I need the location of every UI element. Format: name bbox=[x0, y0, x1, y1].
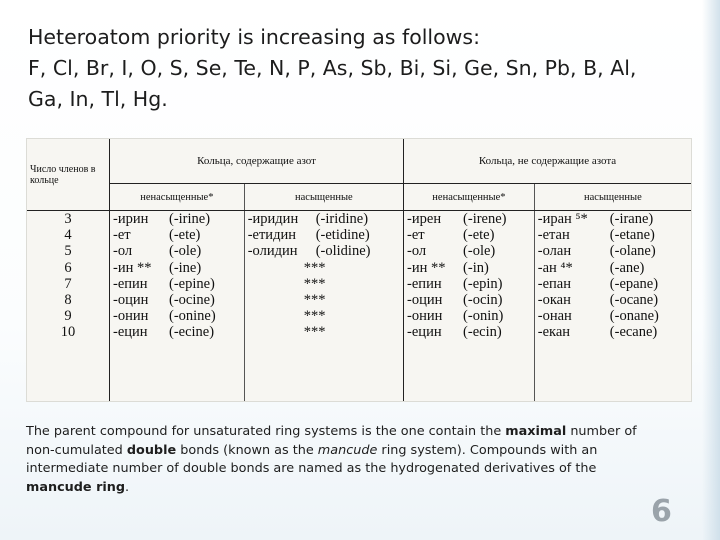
para-text: ring system). Compounds with an intermediate number of double bonds are named as the hydrogenated derivatives of the bbox=[26, 442, 598, 477]
suffix-row bbox=[538, 227, 688, 243]
suffix-lat: (-irane) bbox=[609, 211, 654, 227]
suffix-ru: -ол bbox=[113, 243, 133, 260]
suffix-ru: -окан bbox=[537, 292, 571, 309]
suffix-ru: -онин bbox=[407, 308, 443, 325]
ring-size: 7 bbox=[64, 275, 72, 292]
sat-non-n-column bbox=[534, 211, 691, 402]
footnote-stars: *** bbox=[303, 292, 326, 309]
suffix-row bbox=[538, 260, 688, 276]
para-text: bonds (known as the bbox=[176, 442, 318, 458]
suffix-lat: (-onin) bbox=[463, 308, 504, 325]
heading-line-3: Ga, In, Tl, Hg. bbox=[28, 87, 168, 111]
heading-line-2: F, Cl, Br, I, O, S, Se, Te, N, P, As, Sb, Bi, Si, Ge, Sn, Pb, B, Al, bbox=[28, 56, 637, 80]
para-text: The parent compound for unsaturated ring systems is the one contain the bbox=[26, 424, 506, 439]
suffix-lat: (-ane) bbox=[609, 259, 645, 276]
suffix-ru: -олан bbox=[537, 243, 572, 260]
suffix-row bbox=[113, 276, 241, 292]
para-bold: double bbox=[126, 442, 177, 458]
sat-n-column bbox=[244, 211, 403, 402]
suffix-lat: (-ete) bbox=[169, 227, 201, 244]
suffix-ru: -олидин bbox=[247, 243, 298, 260]
suffix-ru: -онин bbox=[113, 308, 149, 325]
suffix-ru: -етан bbox=[537, 227, 570, 244]
suffix-lat: (-iridine) bbox=[315, 211, 369, 227]
suffix-lat: (-etidine) bbox=[315, 227, 370, 244]
page-number: 6 bbox=[651, 494, 672, 529]
group-header-non-nitrogen: Кольца, не содержащие азота bbox=[404, 139, 691, 184]
suffix-row bbox=[538, 276, 688, 292]
ring-size-header: Число членов в кольце bbox=[27, 139, 110, 211]
suffix-ru: -ецин bbox=[407, 324, 442, 341]
suffix-table-image bbox=[26, 138, 692, 402]
footnote-stars: *** bbox=[303, 324, 326, 341]
heading-line-1: Heteroatom priority is increasing as follows: bbox=[28, 25, 481, 49]
suffix-row bbox=[538, 243, 688, 259]
suffix-row bbox=[113, 308, 241, 324]
para-bold: mancude ring bbox=[26, 479, 126, 495]
suffix-lat: (-epin) bbox=[463, 275, 503, 292]
suffix-lat: (-ocane) bbox=[609, 292, 659, 309]
suffix-row bbox=[407, 243, 531, 259]
suffix-lat: (-irene) bbox=[463, 211, 507, 227]
suffix-lat: (-ocine) bbox=[169, 292, 215, 309]
suffix-lat: (-olane) bbox=[609, 243, 656, 260]
suffix-lat: (-epane) bbox=[609, 275, 659, 292]
subheader-unsat-non-n: ненасыщенные* bbox=[404, 184, 535, 211]
suffix-row bbox=[113, 243, 241, 259]
ring-size: 4 bbox=[64, 227, 72, 244]
ring-size: 3 bbox=[64, 211, 72, 227]
suffix-ru: -ет bbox=[407, 227, 425, 244]
unsat-non-n-column bbox=[404, 211, 535, 402]
suffix-row bbox=[538, 308, 688, 324]
suffix-row bbox=[407, 324, 531, 340]
ring-size: 9 bbox=[64, 308, 72, 325]
suffix-ru: -иридин bbox=[247, 211, 299, 227]
ring-size: 6 bbox=[64, 259, 72, 276]
suffix-row bbox=[407, 227, 531, 243]
suffix-lat: (-ine) bbox=[169, 259, 202, 276]
suffix-ru: -ецин bbox=[113, 324, 148, 341]
suffix-lat: (-olidine) bbox=[315, 243, 371, 260]
suffix-lat: (-etane) bbox=[609, 227, 655, 244]
suffix-ru: -ин ** bbox=[407, 259, 446, 276]
suffix-row bbox=[538, 324, 688, 340]
explanation-paragraph bbox=[26, 423, 646, 497]
suffix-row bbox=[407, 292, 531, 308]
unsat-n-column bbox=[110, 211, 245, 402]
subheader-unsat-n: ненасыщенные* bbox=[110, 184, 245, 211]
suffix-ru: -иран ⁵* bbox=[537, 211, 588, 227]
suffix-ru: -епин bbox=[113, 275, 148, 292]
suffix-ru: -ирин bbox=[113, 211, 149, 227]
suffix-row bbox=[248, 243, 400, 259]
para-bold: maximal bbox=[505, 424, 567, 439]
suffix-row bbox=[113, 324, 241, 340]
suffix-ru: -ан ⁴* bbox=[537, 259, 573, 276]
suffix-row bbox=[407, 211, 531, 227]
suffix-lat: (-ocin) bbox=[463, 292, 503, 309]
suffix-row bbox=[407, 276, 531, 292]
suffix-ru: -екан bbox=[537, 324, 571, 341]
suffix-row bbox=[113, 227, 241, 243]
ring-size: 8 bbox=[64, 292, 72, 309]
suffix-lat: (-irine) bbox=[169, 211, 211, 227]
suffix-lat: (-ecane) bbox=[609, 324, 658, 341]
group-header-nitrogen: Кольца, содержащие азот bbox=[110, 139, 404, 184]
suffix-lat: (-ecine) bbox=[169, 324, 215, 341]
suffix-ru: -епан bbox=[537, 275, 572, 292]
para-text: . bbox=[125, 479, 130, 495]
para-italic: mancude bbox=[317, 442, 378, 458]
suffix-ru: -етидин bbox=[247, 227, 296, 244]
suffix-row bbox=[538, 292, 688, 308]
footnote-stars: *** bbox=[303, 259, 326, 276]
para-text: number of non-cumulated bbox=[26, 424, 637, 458]
suffix-row bbox=[248, 227, 400, 243]
suffix-row bbox=[538, 211, 688, 227]
footnote-stars: *** bbox=[303, 308, 326, 325]
suffix-row bbox=[113, 292, 241, 308]
slide-heading bbox=[28, 22, 698, 115]
ring-suffix-table bbox=[27, 139, 691, 401]
suffix-lat: (-in) bbox=[463, 259, 489, 276]
suffix-lat: (-onine) bbox=[169, 308, 216, 325]
ring-size: 5 bbox=[64, 243, 72, 260]
suffix-ru: -ин ** bbox=[113, 259, 152, 276]
suffix-ru: -онан bbox=[537, 308, 572, 325]
suffix-ru: -оцин bbox=[113, 292, 149, 309]
suffix-lat: (-ole) bbox=[169, 243, 202, 260]
suffix-ru: -ирен bbox=[407, 211, 442, 227]
suffix-ru: -ол bbox=[407, 243, 427, 260]
suffix-ru: -оцин bbox=[407, 292, 443, 309]
suffix-row bbox=[407, 308, 531, 324]
subheader-sat-n: насыщенные bbox=[244, 184, 403, 211]
ring-size: 10 bbox=[60, 324, 76, 341]
suffix-lat: (-ole) bbox=[463, 243, 496, 260]
suffix-lat: (-onane) bbox=[609, 308, 659, 325]
slide-edge-decoration bbox=[702, 0, 720, 540]
suffix-row bbox=[248, 211, 400, 227]
suffix-lat: (-ecin) bbox=[463, 324, 502, 341]
suffix-ru: -ет bbox=[113, 227, 131, 244]
subheader-sat-non-n: насыщенные bbox=[534, 184, 691, 211]
suffix-lat: (-ete) bbox=[463, 227, 495, 244]
suffix-lat: (-epine) bbox=[169, 275, 215, 292]
footnote-stars: *** bbox=[303, 275, 326, 292]
suffix-row bbox=[407, 260, 531, 276]
suffix-ru: -епин bbox=[407, 275, 442, 292]
ring-size-column bbox=[27, 211, 110, 402]
suffix-row bbox=[113, 211, 241, 227]
suffix-row bbox=[113, 260, 241, 276]
